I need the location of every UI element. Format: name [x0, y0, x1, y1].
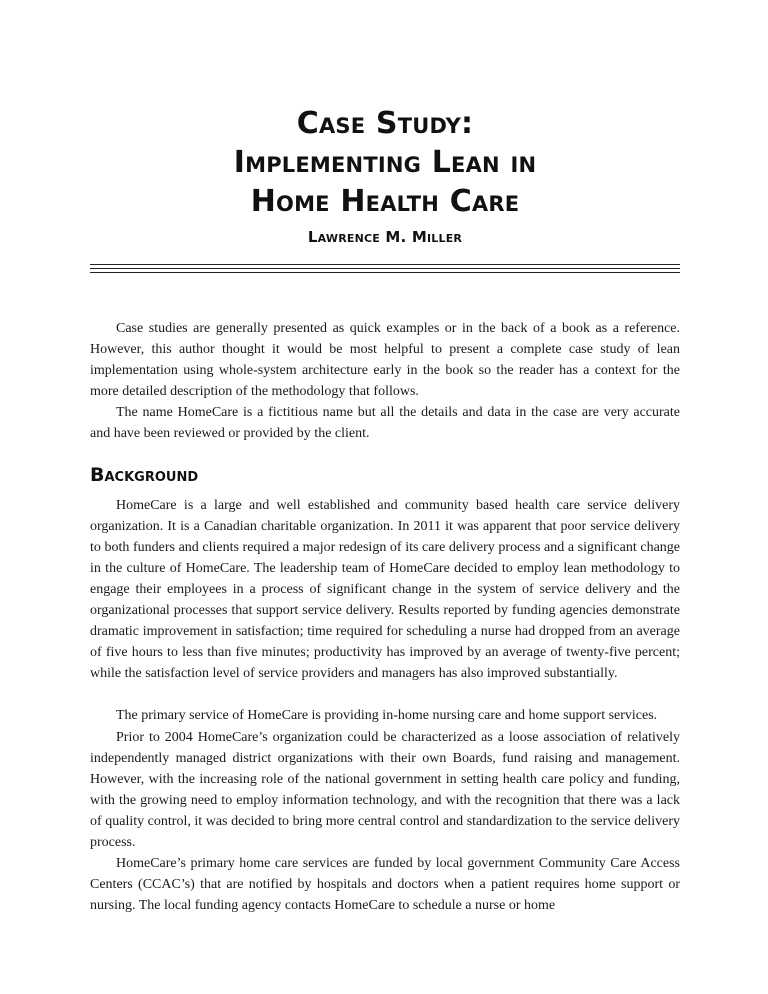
- body-text: [90, 318, 680, 916]
- intro-paragraph: Case studies are generally presented as quick examples or in the back of a book as a reference. However, this author thought it would be most helpful to present a complete case study of lean implementation using whole-system architecture early in the book so the reader has a context for the more detailed description of the methodology that follows.: [90, 321, 680, 400]
- body-paragraph: The primary service of HomeCare is providing in-home nursing care and home support services.: [116, 708, 658, 724]
- body-paragraph: Prior to 2004 HomeCare’s organization could be characterized as a loose association of relatively independently managed district organizations with their own Boards, fund raising and management. However, with the increasing role of the national government in setting health care policy and funding, with the growing need to employ information technology, and with the recognition that there was a lack of quality control, it was decided to bring more central control and standardization to the service delivery process.: [90, 729, 680, 850]
- title-rule: [90, 264, 680, 265]
- section-heading-background: Background: [90, 463, 199, 486]
- paragraph-gap: [90, 684, 680, 705]
- intro-paragraph: The name HomeCare is a fictitious name but all the details and data in the case are very accurate and have been reviewed or provided by the client.: [90, 405, 680, 442]
- title-rule: [90, 268, 680, 269]
- body-paragraph: HomeCare is a large and well established and community based health care service delivery organization. It is a Canadian charitable organization. In 2011 it was apparent that poor service delivery to both funders and clients required a major redesign of its care delivery process and a significant change in the culture of HomeCare. The leadership team of HomeCare decided to employ lean methodology to engage their employees in a process of significant change in the system of service delivery and the organizational processes that support service delivery. Results reported by funding agencies demonstrate dramatic improvement in satisfaction; time required for scheduling a nurse had dropped from an average of five hours to less than five minutes; productivity has improved by an average of twenty-five percent; while the satisfaction level of service providers and managers has also improved substantially.: [90, 497, 680, 682]
- title-line-1: Case Study:: [296, 106, 474, 141]
- title-line-3: Home Health Care: [250, 184, 520, 219]
- author-name: Lawrence M. Miller: [307, 228, 463, 246]
- title-block: [90, 104, 680, 247]
- title-line-2: Implementing Lean in: [233, 145, 537, 180]
- title-rule: [90, 272, 680, 273]
- body-paragraph: HomeCare’s primary home care services are funded by local government Community Care Access Centers (CCAC’s) that are notified by hospitals and doctors when a patient requires home support or nursing. The local funding agency contacts HomeCare to schedule a nurse or home: [90, 856, 680, 914]
